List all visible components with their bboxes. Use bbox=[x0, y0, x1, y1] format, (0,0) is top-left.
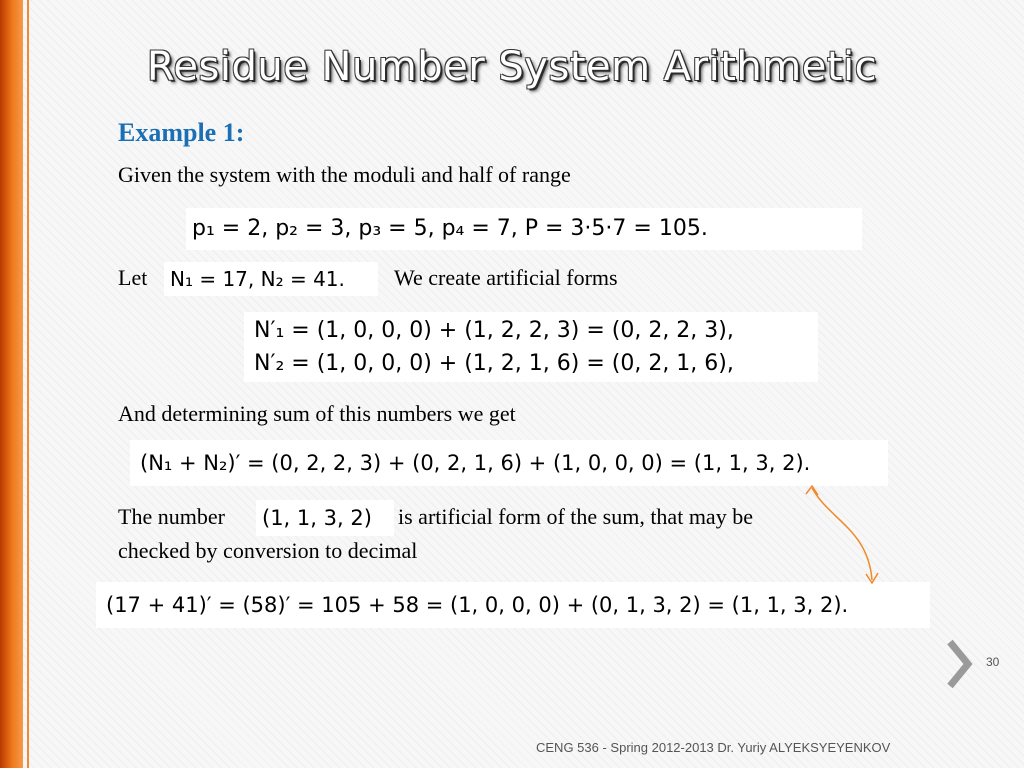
let-label: Let bbox=[118, 265, 148, 290]
number-formula: (1, 1, 3, 2) bbox=[256, 500, 394, 536]
slide-number: 30 bbox=[986, 655, 1000, 669]
number-label: The number bbox=[118, 504, 225, 529]
number-rest-text: is artificial form of the sum, that may be bbox=[398, 504, 753, 529]
let-formula: N₁ = 17, N₂ = 41. bbox=[164, 262, 378, 296]
page-title: Residue Number System Arithmetic bbox=[146, 44, 878, 90]
example-heading: Example 1: bbox=[118, 118, 245, 147]
sum-formula: (N₁ + N₂)′ = (0, 2, 2, 3) + (0, 2, 1, 6) + (1, 0, 0, 0) = (1, 1, 3, 2). bbox=[130, 440, 888, 486]
checked-text: checked by conversion to decimal bbox=[118, 538, 418, 563]
artificial-text: We create artificial forms bbox=[394, 265, 618, 290]
n2-formula: N′₂ = (1, 0, 0, 0) + (1, 2, 1, 6) = (0, 2, 1, 6), bbox=[254, 351, 734, 376]
moduli-formula: p₁ = 2, p₂ = 3, p₃ = 5, p₄ = 7, P = 3·5·7 = 105. bbox=[186, 208, 862, 250]
sum-text: And determining sum of this numbers we get bbox=[118, 401, 516, 426]
given-text: Given the system with the moduli and half of range bbox=[118, 162, 571, 187]
check-formula: (17 + 41)′ = (58)′ = 105 + 58 = (1, 0, 0, 0) + (0, 1, 3, 2) = (1, 1, 3, 2). bbox=[96, 582, 930, 628]
chevron-right-icon[interactable] bbox=[944, 638, 974, 690]
footer-text: CENG 536 - Spring 2012-2013 Dr. Yuriy ALYEKSYEYENKOV bbox=[536, 740, 891, 755]
n1-formula: N′₁ = (1, 0, 0, 0) + (1, 2, 2, 3) = (0, 2, 2, 3), bbox=[254, 318, 734, 343]
